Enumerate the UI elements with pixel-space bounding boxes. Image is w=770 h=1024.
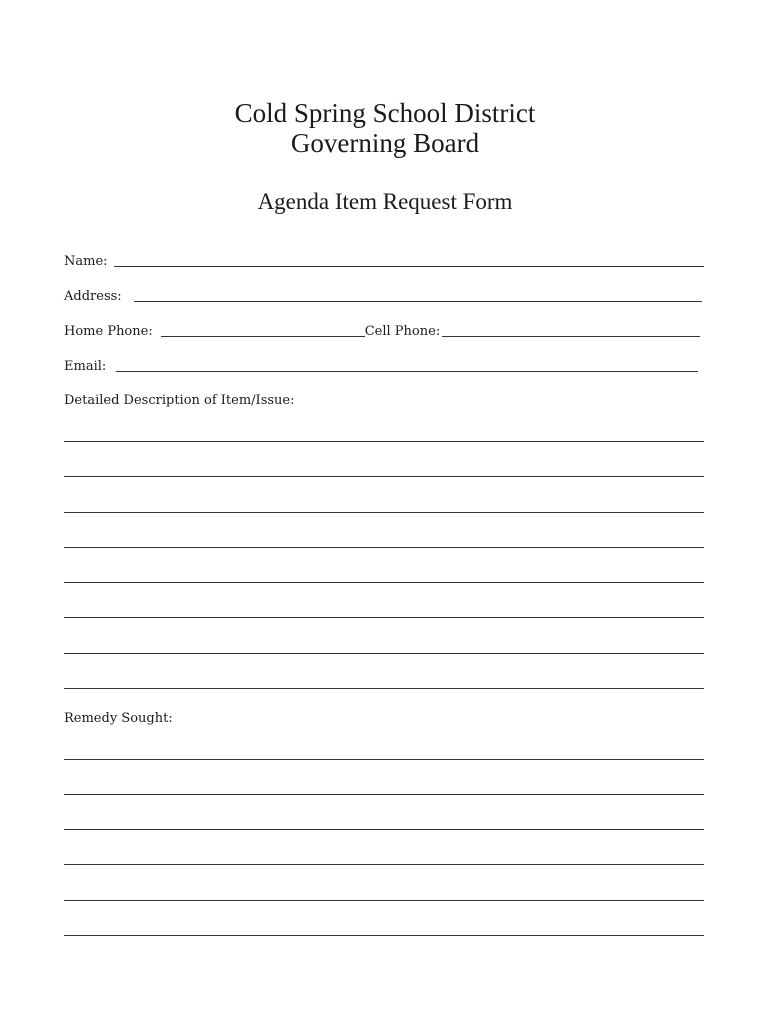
remedy-line[interactable] (64, 794, 704, 795)
remedy-line[interactable] (64, 935, 704, 936)
description-line[interactable] (64, 547, 704, 548)
description-line[interactable] (64, 441, 704, 442)
address-field-row (64, 285, 704, 305)
remedy-line[interactable] (64, 900, 704, 901)
description-line[interactable] (64, 512, 704, 513)
phone-field-row (64, 320, 704, 340)
email-input-line[interactable] (116, 368, 698, 372)
address-label: Address: (64, 289, 122, 304)
board-name: Governing Board (290, 128, 480, 158)
cell-phone-label: Cell Phone: (364, 324, 441, 339)
home-phone-input-line[interactable] (161, 333, 365, 337)
remedy-line[interactable] (64, 759, 704, 760)
name-field-row (64, 250, 704, 270)
form-title: Agenda Item Request Form (257, 189, 513, 214)
description-line[interactable] (64, 582, 704, 583)
name-input-line[interactable] (114, 263, 704, 267)
remedy-line[interactable] (64, 829, 704, 830)
name-label: Name: (64, 254, 108, 269)
description-line[interactable] (64, 653, 704, 654)
district-name: Cold Spring School District (234, 98, 536, 128)
address-input-line[interactable] (134, 298, 702, 302)
description-label: Detailed Description of Item/Issue: (64, 393, 295, 408)
home-phone-label: Home Phone: (64, 324, 153, 339)
email-label: Email: (64, 359, 107, 374)
form-header (0, 98, 770, 158)
remedy-line[interactable] (64, 864, 704, 865)
cell-phone-input-line[interactable] (442, 333, 700, 337)
description-line[interactable] (64, 688, 704, 689)
description-line[interactable] (64, 617, 704, 618)
remedy-label: Remedy Sought: (64, 711, 173, 726)
email-field-row (64, 355, 704, 375)
description-line[interactable] (64, 476, 704, 477)
